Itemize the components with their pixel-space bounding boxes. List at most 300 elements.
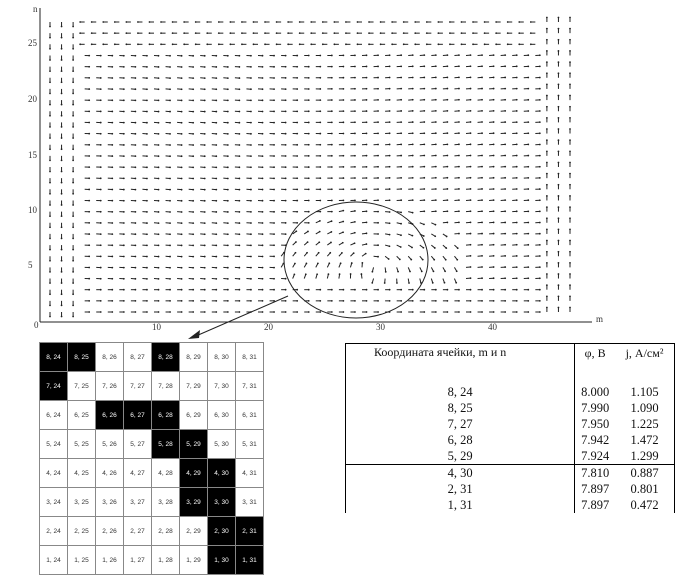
field-arrow-head [169,300,171,302]
field-arrow-head [422,259,424,261]
field-arrow-head [296,88,298,90]
field-arrow-head [111,233,113,235]
field-arrow-head [296,133,298,135]
field-arrow-head [449,43,451,45]
field-arrow-head [319,166,321,168]
field-arrow-head [146,144,148,146]
field-arrow-head [342,166,344,168]
field-arrow-head [435,54,437,56]
field-arrow-head [423,65,425,67]
grid-cell: 4, 31 [236,459,264,488]
field-arrow-head [569,240,571,242]
field-arrow-head [273,256,275,258]
field-arrow-head [377,222,379,224]
field-arrow-head [285,122,287,124]
field-arrow-head [377,110,379,112]
field-arrow-head [264,43,266,45]
field-arrow-head [88,110,90,112]
table-row [346,400,675,416]
grid-cell: 5, 29 [180,430,208,459]
field-arrow-head [435,188,437,190]
field-arrow-head [345,32,347,34]
field-arrow-head [481,289,483,291]
field-arrow-head [345,43,347,45]
field-arrow-head [319,300,321,302]
field-arrow-head [215,278,217,280]
field-arrow-head [458,289,460,291]
field-arrow-head [366,289,368,291]
field-arrow-head [134,278,136,280]
field-arrow-head [516,110,518,112]
field-arrow-head [365,253,367,255]
field-arrow-head [273,222,275,224]
field-arrow-head [273,155,275,157]
field-arrow-head [504,65,506,67]
field-arrow-head [61,115,63,117]
field-arrow-head [504,289,506,291]
field-arrow-head [100,155,102,157]
field-arrow-head [516,311,518,313]
field-arrow-head [493,155,495,157]
field-arrow-head [183,43,185,45]
x-tick-label: 20 [264,322,274,332]
field-arrow-head [88,189,90,191]
field-arrow-head [423,300,425,302]
field-arrow-head [262,278,264,280]
cell-potential: 7.897 [575,481,615,497]
field-arrow-head [546,117,548,119]
grid-cell: 6, 29 [180,401,208,430]
field-arrow-head [204,256,206,258]
field-arrow-head [123,233,125,235]
field-arrow-head [470,210,472,212]
field-arrow-head [238,211,240,213]
field-arrow-head [308,55,310,57]
field-arrow-head [204,88,206,90]
field-arrow-head [366,166,368,168]
field-arrow-head [342,99,344,101]
field-arrow-head [192,88,194,90]
field-arrow-head [61,304,63,306]
field-arrow-head [331,177,333,179]
field-arrow-head [354,99,356,101]
field-arrow-head [296,77,298,79]
field-arrow-head [546,50,548,52]
y-tick-label: 15 [28,150,38,160]
field-arrow-head [493,311,495,313]
field-arrow-head [169,55,171,57]
field-arrow-head [516,300,518,302]
field-arrow-head [146,233,148,235]
field-arrow-head [134,244,136,246]
field-arrow-head [527,233,529,235]
field-arrow-head [342,177,344,179]
field-arrow-head [61,293,63,295]
field-arrow-head [181,256,183,258]
field-arrow-head [495,32,497,34]
field-arrow-head [49,26,51,28]
field-arrow-head [546,95,548,97]
field-arrow-head [296,177,298,179]
field-arrow-head [389,188,391,190]
field-arrow-head [446,65,448,67]
field-arrow-head [111,244,113,246]
field-arrow-head [100,233,102,235]
field-arrow-head [329,252,331,254]
field-arrow-head [181,211,183,213]
field-arrow-head [458,65,460,67]
field-arrow-head [414,32,416,34]
field-arrow-head [400,300,402,302]
table-row [346,432,675,448]
field-arrow-head [461,43,463,45]
field-arrow-head [345,21,347,23]
field-arrow-head [123,77,125,79]
field-arrow-head [125,43,127,45]
field-arrow-head [558,72,560,74]
field-arrow-head [250,233,252,235]
field-arrow-head [423,110,425,112]
field-arrow-head [204,55,206,57]
grid-cell: 6, 24 [40,401,68,430]
grid-cell: 7, 25 [68,372,96,401]
grid-cell: 2, 28 [152,517,180,546]
field-arrow-head [100,267,102,269]
field-arrow-head [49,137,51,139]
field-arrow-head [403,21,405,23]
field-arrow-head [123,222,125,224]
field-arrow-head [493,177,495,179]
field-arrow-head [470,222,472,224]
field-arrow-head [215,289,217,291]
field-arrow-head [446,110,448,112]
field-arrow-head [49,293,51,295]
field-arrow-head [49,304,51,306]
field-arrow-head [204,122,206,124]
field-arrow-head [227,66,229,68]
field-arrow-head [273,200,275,202]
cell-current-density: 1.225 [615,416,675,432]
field-arrow-head [296,211,298,213]
field-arrow-head [146,211,148,213]
field-arrow-head [295,252,297,254]
field-arrow-head [262,122,264,124]
field-arrow-head [262,77,264,79]
field-arrow-head [342,121,344,123]
field-arrow-head [79,21,81,23]
field-arrow-head [331,166,333,168]
field-arrow-head [72,59,74,61]
field-arrow-head [527,188,529,190]
field-arrow-head [389,245,391,247]
field-arrow-head [61,81,63,83]
field-arrow-head [569,84,571,86]
grid-row [40,401,264,430]
field-arrow-head [458,143,460,145]
field-arrow-head [388,258,390,260]
field-arrow-head [111,267,113,269]
field-arrow-head [558,184,560,186]
field-arrow-head [238,200,240,202]
field-arrow-head [111,189,113,191]
grid-cell: 6, 30 [208,401,236,430]
field-arrow-head [539,289,541,291]
field-arrow-head [558,50,560,52]
field-arrow-head [227,311,229,313]
field-arrow-head [319,155,321,157]
field-arrow-head [215,155,217,157]
field-arrow-head [340,262,342,264]
field-arrow-head [88,88,90,90]
field-arrow-head [227,189,229,191]
field-arrow-head [400,54,402,56]
field-arrow-head [412,289,414,291]
field-arrow-head [400,199,402,201]
field-arrow-head [569,262,571,264]
field-arrow-head [333,21,335,23]
field-arrow-head [91,21,93,23]
field-arrow-head [389,300,391,302]
field-arrow-head [204,222,206,224]
field-arrow-head [295,241,297,243]
field-arrow-head [371,282,373,284]
field-arrow-head [331,289,333,291]
grid-cell: 7, 28 [152,372,180,401]
field-arrow-head [319,200,321,202]
field-arrow-head [61,215,63,217]
field-arrow-head [331,133,333,135]
field-arrow-head [331,188,333,190]
field-arrow-head [49,226,51,228]
field-arrow-head [493,199,495,201]
cell-potential: 7.990 [575,400,615,416]
grid-cell: 4, 26 [96,459,124,488]
field-arrow-head [342,66,344,68]
field-arrow-head [192,100,194,102]
table-row [346,481,675,497]
field-arrow-head [158,122,160,124]
grid-cell: 2, 30 [208,517,236,546]
grid-cell: 1, 29 [180,546,208,575]
grid-cell: 2, 25 [68,517,96,546]
cell-coordinates: 7, 27 [346,416,575,432]
field-arrow-head [250,133,252,135]
field-arrow-head [215,256,217,258]
field-arrow-head [458,311,460,313]
field-arrow-head [354,199,356,201]
field-arrow-head [308,200,310,202]
field-arrow-head [204,111,206,113]
field-arrow-head [400,177,402,179]
field-arrow-head [380,21,382,23]
field-arrow-head [250,200,252,202]
field-arrow-head [493,121,495,123]
field-arrow-head [88,211,90,213]
field-arrow-head [204,133,206,135]
field-arrow-head [238,144,240,146]
field-arrow-head [389,234,391,236]
field-arrow-head [296,311,298,313]
field-arrow-head [192,300,194,302]
field-arrow-head [172,32,174,34]
field-arrow-head [100,77,102,79]
field-arrow-head [181,144,183,146]
field-arrow-head [481,177,483,179]
field-arrow-head [238,289,240,291]
field-arrow-head [446,199,448,201]
field-arrow-head [158,200,160,202]
field-arrow-head [558,295,560,297]
field-arrow-head [158,88,160,90]
field-arrow-head [149,32,151,34]
field-arrow-head [366,88,368,90]
field-arrow-head [250,144,252,146]
field-arrow-head [377,300,379,302]
field-arrow-head [435,289,437,291]
field-arrow-head [308,300,310,302]
field-arrow-head [366,210,368,212]
field-arrow-head [558,128,560,130]
field-arrow-head [61,59,63,61]
field-arrow-head [481,99,483,101]
field-arrow-head [181,178,183,180]
field-arrow-head [308,211,310,213]
field-arrow-head [546,229,548,231]
field-arrow-head [285,233,287,235]
field-arrow-head [192,55,194,57]
grid-cell: 3, 31 [236,488,264,517]
field-arrow-head [546,262,548,264]
field-arrow-head [111,99,113,101]
field-arrow-head [539,311,541,313]
field-arrow-head [160,43,162,45]
field-arrow-head [100,300,102,302]
field-arrow-head [111,166,113,168]
field-arrow-head [527,255,529,257]
field-arrow-head [493,188,495,190]
field-arrow-head [493,277,495,279]
field-arrow-head [285,166,287,168]
grid-cell: 4, 27 [124,459,152,488]
field-arrow-head [504,54,506,56]
field-arrow-head [558,251,560,253]
field-arrow-head [318,241,320,243]
field-arrow-head [307,241,309,243]
field-arrow-head [227,111,229,113]
field-arrow-head [100,244,102,246]
field-arrow-head [569,229,571,231]
grid-cell: 5, 30 [208,430,236,459]
field-arrow-head [412,177,414,179]
field-arrow-head [435,210,437,212]
field-arrow-head [158,155,160,157]
field-arrow-head [319,231,321,233]
field-arrow-head [504,177,506,179]
field-arrow-head [435,199,437,201]
grid-cell: 1, 27 [124,546,152,575]
grid-cell: 2, 26 [96,517,124,546]
field-arrow-head [169,222,171,224]
field-arrow-head [181,55,183,57]
field-arrow-head [412,121,414,123]
field-arrow-head [546,184,548,186]
field-arrow-head [530,21,532,23]
field-arrow-head [49,93,51,95]
field-arrow-head [49,204,51,206]
field-arrow-head [470,54,472,56]
cell-current-density: 1.299 [615,448,675,465]
field-arrow-head [389,88,391,90]
field-arrow-head [250,244,252,246]
field-arrow-head [342,155,344,157]
field-arrow-head [322,32,324,34]
field-arrow-head [331,300,333,302]
field-arrow-head [158,311,160,313]
field-arrow-head [484,43,486,45]
field-arrow-head [49,115,51,117]
field-arrow-head [181,155,183,157]
cell-current-density: 1.472 [615,432,675,448]
field-arrow-head [158,166,160,168]
field-arrow-head [539,110,541,112]
field-arrow-head [158,300,160,302]
field-arrow-head [308,222,310,224]
field-arrow-head [287,32,289,34]
grid-cell: 4, 25 [68,459,96,488]
field-arrow-head [285,222,287,224]
field-arrow-head [481,255,483,257]
field-arrow-head [366,66,368,68]
field-arrow-head [215,300,217,302]
field-arrow-head [377,233,379,235]
field-arrow-head [100,66,102,68]
field-arrow-head [183,32,185,34]
field-arrow-head [49,282,51,284]
field-arrow-head [569,284,571,286]
field-arrow-head [389,199,391,201]
field-arrow-head [435,99,437,101]
field-arrow-head [319,188,321,190]
grid-cell: 5, 28 [152,430,180,459]
field-arrow-head [158,189,160,191]
field-arrow-head [481,233,483,235]
field-arrow-head [123,133,125,135]
field-arrow-head [308,311,310,313]
field-arrow-head [527,77,529,79]
field-arrow-head [458,121,460,123]
field-arrow-head [342,210,344,212]
field-arrow-head [146,222,148,224]
field-arrow-head [273,233,275,235]
field-arrow-head [437,43,439,45]
field-arrow-head [446,166,448,168]
field-arrow-head [518,32,520,34]
field-arrow-head [241,43,243,45]
field-arrow-head [250,122,252,124]
field-arrow-head [366,155,368,157]
field-arrow-head [134,133,136,135]
field-arrow-head [569,39,571,41]
field-arrow-head [134,178,136,180]
grid-cell: 7, 24 [40,372,68,401]
field-arrow-head [322,43,324,45]
field-arrow-head [391,32,393,34]
field-arrow-head [539,65,541,67]
field-arrow-head [305,273,307,275]
field-arrow-head [250,66,252,68]
field-arrow-head [146,178,148,180]
field-arrow-head [361,262,363,264]
